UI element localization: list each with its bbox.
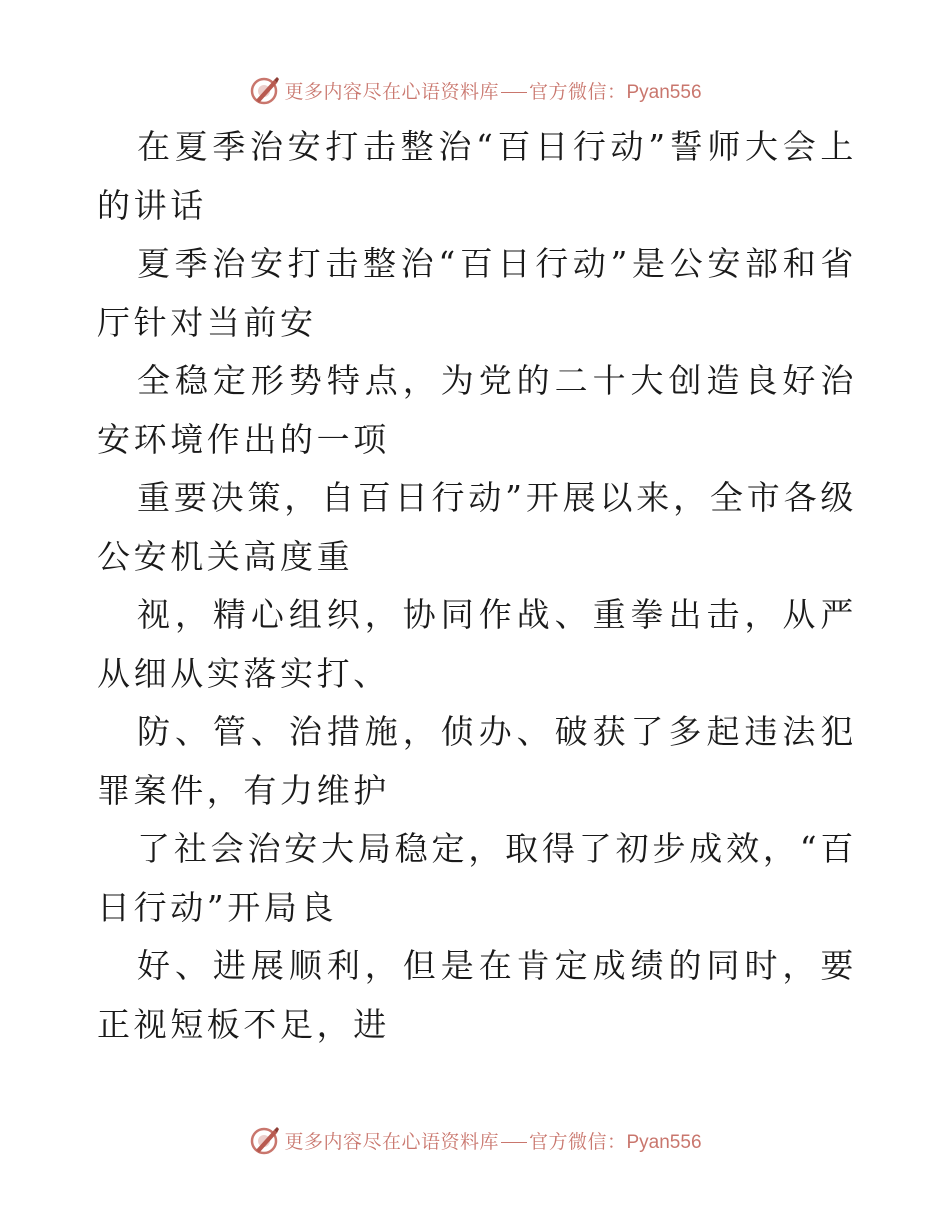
footer-banner-text: 更多内容尽在心语资料库 官方微信：Pyan556 [284, 1130, 702, 1153]
paragraph: 了社会治安大局稳定，取得了初步成效，“百日行动”开局良 [97, 829, 857, 927]
header-banner [0, 70, 950, 110]
paragraph: 视，精心组织，协同作战、重拳出击，从严从细从实落实打、 [97, 595, 857, 693]
paragraph: 重要决策，自百日行动”开展以来，全市各级公安机关高度重 [97, 478, 857, 576]
paragraph: 全稳定形势特点，为党的二十大创造良好治安环境作出的一项 [97, 361, 857, 459]
pen-circle-logo-icon [248, 1124, 280, 1156]
paragraph: 好、进展顺利，但是在肯定成绩的同时，要正视短板不足，进 [97, 946, 857, 1044]
paragraph: 夏季治安打击整治“百日行动”是公安部和省厅针对当前安 [97, 244, 857, 342]
footer-banner [0, 1120, 950, 1160]
paragraph: 在夏季治安打击整治“百日行动”誓师大会上的讲话 [97, 127, 857, 225]
document-body [97, 118, 857, 1054]
header-banner-text: 更多内容尽在心语资料库 官方微信：Pyan556 [284, 80, 702, 103]
paragraph: 防、管、治措施，侦办、破获了多起违法犯罪案件，有力维护 [97, 712, 857, 810]
pen-circle-logo-icon [248, 74, 280, 106]
